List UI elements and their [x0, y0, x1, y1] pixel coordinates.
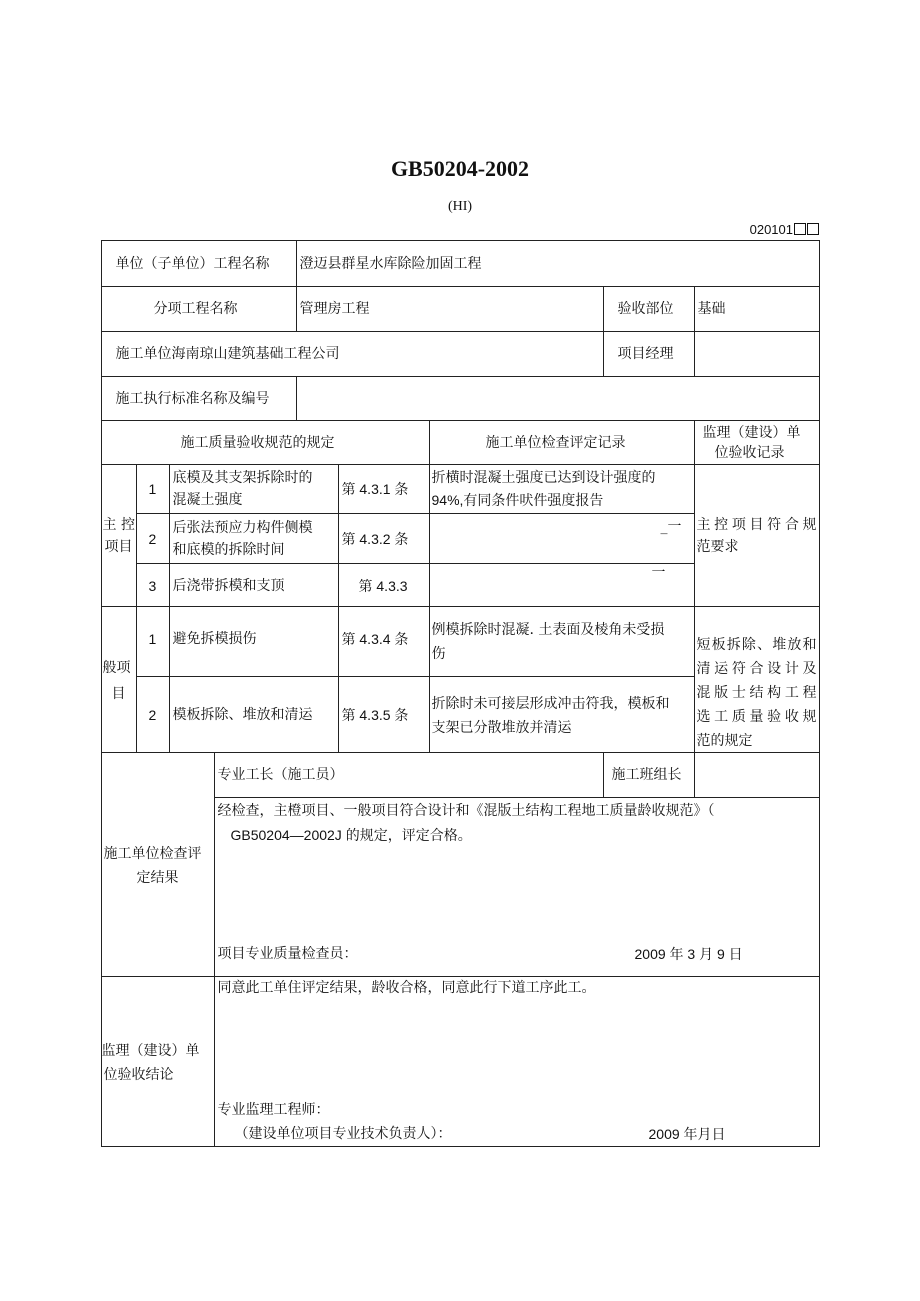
general-row-1-clause-text: 第 4.3.4 条: [341, 630, 409, 647]
cell-part-value: [694, 286, 820, 332]
main-row-1-record-line2: 94%,有同条件吠件强度报告: [431, 491, 604, 508]
col-header-supervise: [694, 420, 820, 465]
check-team-value-cell: [694, 752, 820, 798]
main-row-1-number: 1: [148, 480, 157, 497]
main-row-2-record: [429, 513, 695, 564]
part-label: 验收部位: [617, 300, 674, 317]
cell-sub-label: [101, 286, 297, 332]
general-row-1-no: [136, 606, 170, 677]
check-date: 2009 年 3 月 9 日: [634, 945, 743, 962]
standard-label: 施工执行标准名称及编号: [115, 390, 270, 407]
general-row-2-record-line1: 折除时未可接层形成冲击符我，模板和: [431, 695, 670, 712]
col-header-rule: [101, 420, 430, 465]
main-row-2-clause: [338, 513, 430, 564]
main-result: [694, 464, 820, 607]
main-row-2-clause-text: 第 4.3.2 条: [341, 530, 409, 547]
general-result-line4: 选工质量验收规: [696, 708, 817, 725]
col-supervise-line2: 位验收记录: [714, 444, 785, 461]
main-row-3-no: [136, 563, 170, 607]
main-row-1-item-line1: 底模及其支架拆除时的: [172, 469, 313, 486]
cell-manager-label: [603, 331, 695, 377]
general-row-1-number: 1: [148, 630, 157, 647]
code-box-2: [807, 223, 819, 235]
contractor-name: 施工单位海南琼山建筑基础工程公司: [115, 345, 340, 362]
cell-manager-value: [694, 331, 820, 377]
general-row-2-record-line2: 支架已分散堆放并清运: [431, 719, 572, 736]
cell-standard-label: [101, 376, 297, 421]
general-group-line1: 般项: [102, 659, 131, 676]
check-label: [101, 752, 215, 977]
col-supervise-line1: 监理（建设）单: [702, 424, 801, 441]
general-result-line3: 混版士结构工程: [696, 684, 817, 701]
main-row-1-no: [136, 464, 170, 514]
general-result: [694, 606, 820, 753]
supervisor-result-cell: [214, 976, 820, 1147]
main-row-1-clause-text: 第 4.3.1 条: [341, 480, 409, 497]
general-row-2-record: [429, 676, 695, 753]
document-subtitle: (HI): [447, 199, 473, 214]
main-group-line2: 项目: [104, 538, 133, 555]
document-title: GB50204-2002: [390, 156, 530, 181]
cell-sub-value: [296, 286, 604, 332]
form-code: [750, 222, 819, 237]
check-label-line2: 定结果: [136, 869, 179, 886]
general-result-line1: 短板拆除、堆放和: [696, 636, 817, 653]
unit-value: 澄迈县群星水库除险加固工程: [299, 255, 482, 272]
code-box-1: [794, 223, 806, 235]
main-row-1-record-line1: 折横时混凝土强度已达到设计强度的: [431, 469, 656, 486]
main-row-3-item-text: 后浇带拆模和支顶: [172, 577, 285, 594]
part-value: 基础: [697, 300, 726, 317]
general-result-line5: 范的规定: [696, 732, 753, 749]
unit-label: 单位（子单位）工程名称: [115, 255, 270, 272]
form-code-number: 020101: [749, 222, 793, 237]
check-foreman-cell: [214, 752, 604, 798]
general-row-2-number: 2: [148, 706, 157, 723]
main-row-2-record-dash: _一: [660, 518, 682, 535]
main-row-1-record: [429, 464, 695, 514]
general-row-1-item: [169, 606, 339, 677]
cell-unit-label: [101, 240, 297, 287]
main-result-line1: 主控项目符合规: [696, 516, 817, 533]
supervisor-label-line1: 监理（建设）单: [101, 1042, 200, 1059]
main-row-3-item: [169, 563, 339, 607]
check-text-line2: GB50204—2002J 的规定，评定合格。: [230, 826, 472, 843]
check-label-line1: 施工单位检查评: [103, 845, 202, 862]
main-row-2-item-line2: 和底模的拆除时间: [172, 541, 285, 558]
check-result-cell: [214, 797, 820, 977]
main-group-label: [101, 464, 137, 607]
main-row-3-record: [429, 563, 695, 607]
general-row-1-record-line1: 例模拆除时混凝. 土表面及棱角未受损: [431, 621, 665, 638]
general-result-line2: 清运符合设计及: [696, 660, 817, 677]
general-row-2-item: [169, 676, 339, 753]
general-row-2-clause: [338, 676, 430, 753]
main-row-2-item: [169, 513, 339, 564]
general-row-1-record: [429, 606, 695, 677]
general-row-2-clause-text: 第 4.3.5 条: [341, 706, 409, 723]
supervisor-date: 2009 年月日: [648, 1125, 726, 1142]
cell-contractor: [101, 331, 604, 377]
main-row-3-number: 3: [148, 577, 157, 594]
main-row-3-clause: [338, 563, 430, 607]
supervisor-text: 同意此工单住评定结果，龄收合格，同意此行下道工序此工。: [217, 979, 596, 996]
col-rule-label: 施工质量验收规范的规定: [180, 434, 335, 451]
check-inspector: 项目专业质量检查员：: [217, 945, 358, 962]
supervisor-label: [101, 976, 215, 1147]
manager-label: 项目经理: [617, 345, 674, 362]
cell-standard-value: [296, 376, 820, 421]
check-text-line1: 经检查，主橙项目、一般项目符合设计和《混版土结构工程地工质量龄收规范》（: [217, 802, 715, 819]
col-header-record: [429, 420, 695, 465]
team-label: 施工班组长: [611, 766, 682, 783]
sub-label: 分项工程名称: [153, 300, 238, 317]
cell-part-label: [603, 286, 695, 332]
general-row-1-record-line2: 伤: [431, 645, 446, 662]
general-row-2-item-text: 模板拆除、堆放和清运: [172, 706, 313, 723]
main-result-line2: 范要求: [696, 538, 739, 555]
general-row-2-no: [136, 676, 170, 753]
main-row-1-item: [169, 464, 339, 514]
foreman-label: 专业工长（施工员）: [217, 766, 344, 783]
supervisor-label-line2: 位验收结论: [103, 1066, 174, 1083]
general-row-1-item-text: 避免拆模损伤: [172, 630, 257, 647]
general-group-label: [101, 606, 137, 753]
supervisor-engineer: 专业监理工程师：: [217, 1101, 330, 1118]
main-row-2-no: [136, 513, 170, 564]
general-group-line2: 目: [111, 685, 126, 702]
check-team-label-cell: [603, 752, 695, 798]
main-row-2-item-line1: 后张法预应力构件侧模: [172, 519, 313, 536]
col-record-label: 施工单位检查评定记录: [485, 434, 626, 451]
main-row-3-record-dash: 一: [651, 564, 666, 581]
main-row-1-clause: [338, 464, 430, 514]
main-row-3-clause-text: 第 4.3.3: [358, 577, 408, 594]
main-group-line1: 主 控: [102, 516, 135, 533]
main-row-2-number: 2: [148, 530, 157, 547]
general-row-1-clause: [338, 606, 430, 677]
cell-unit-value: [296, 240, 820, 287]
main-row-1-item-line2: 混凝土强度: [172, 491, 243, 508]
sub-value: 管理房工程: [299, 300, 370, 317]
supervisor-tech-lead: （建设单位项目专业技术负责人）：: [234, 1125, 452, 1142]
